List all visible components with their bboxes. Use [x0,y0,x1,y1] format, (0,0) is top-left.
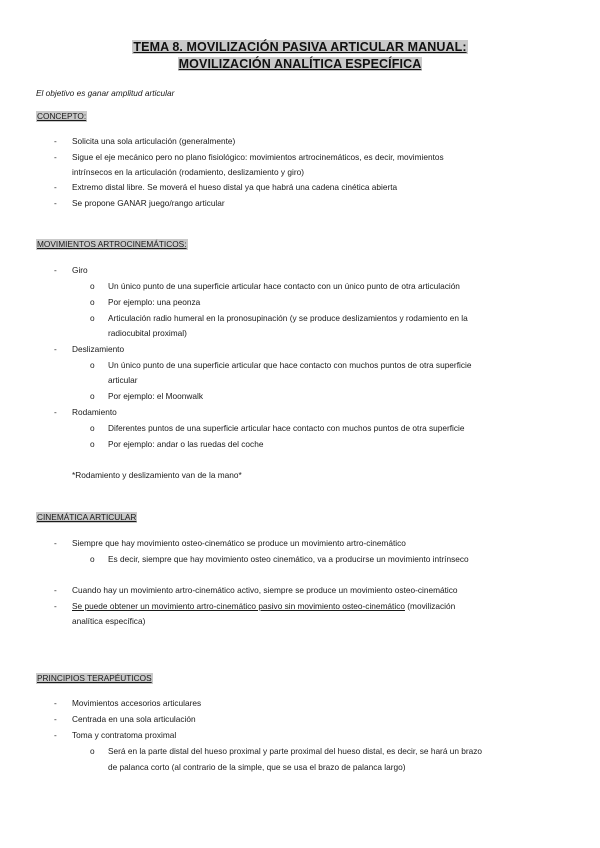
bullet-dash: - [54,730,57,740]
bullet-circle: o [90,391,95,401]
section-heading-cinematica: CINEMÁTICA ARTICULAR [37,512,137,522]
list-item: Solicita una sola articulación (generalmente) [72,136,236,146]
sub-item: Por ejemplo: el Moonwalk [108,391,203,401]
sub-item: Por ejemplo: andar o las ruedas del coche [108,439,264,449]
section-heading-movimientos: MOVIMIENTOS ARTROCINEMÁTICOS: [37,239,187,249]
bullet-circle: o [90,360,95,370]
list-item [72,601,455,612]
bullet-dash: - [54,182,57,192]
bullet-dash: - [54,698,57,708]
sub-item-continuation: articular [108,375,138,385]
sub-item-continuation: de palanca corto (al contrario de la simple, que se usa el brazo de palanca largo) [108,762,406,772]
bullet-dash: - [54,136,57,146]
sub-item: Articulación radio humeral en la pronosupinación (y se produce deslizamientos y rodamiento en la [108,313,468,323]
list-item: Centrada en una sola articulación [72,714,196,724]
bullet-circle: o [90,746,95,756]
underlined-text: Se puede obtener un movimiento artro-cinemático pasivo sin movimiento osteo-cinemático [72,601,405,611]
bullet-dash: - [54,152,57,162]
sub-item: Por ejemplo: una peonza [108,297,201,307]
bullet-circle: o [90,281,95,291]
bullet-dash: - [54,714,57,724]
list-item: Toma y contratoma proximal [72,730,177,740]
bullet-dash: - [54,585,57,595]
list-item: Siempre que hay movimiento osteo-cinemático se produce un movimiento artro-cinemático [72,538,406,548]
bullet-dash: - [54,344,57,354]
sub-item-continuation: radiocubital proximal) [108,328,187,338]
bullet-dash: - [54,265,57,275]
list-item-continuation: intrínsecos en la articulación (rodamiento, deslizamiento y giro) [72,167,304,177]
bullet-circle: o [90,313,95,323]
bullet-circle: o [90,297,95,307]
sub-item: Diferentes puntos de una superficie articular hace contacto con muchos puntos de otra superficie [108,423,465,433]
document-title-line1: TEMA 8. MOVILIZACIÓN PASIVA ARTICULAR MANUAL: [133,40,467,54]
list-item-text: (movilización [404,601,456,611]
list-item-continuation: analítica específica) [72,616,146,626]
list-item-giro: Giro [72,265,88,275]
sub-item: Será en la parte distal del hueso proximal y parte proximal del hueso distal, es decir, se hará un brazo [108,746,483,756]
list-item: Movimientos accesorios articulares [72,698,202,708]
intro-text: El objetivo es ganar amplitud articular [36,88,175,98]
document-title-line2: MOVILIZACIÓN ANALÍTICA ESPECÍFICA [178,57,422,71]
list-item: Se propone GANAR juego/rango articular [72,198,225,208]
note-text: *Rodamiento y deslizamiento van de la mano* [72,470,242,480]
list-item-deslizamiento: Deslizamiento [72,344,125,354]
list-item: Sigue el eje mecánico pero no plano fisiológico: movimientos artrocinemáticos, es decir, movimientos [72,152,444,162]
bullet-dash: - [54,538,57,548]
list-item: Cuando hay un movimiento artro-cinemático activo, siempre se produce un movimiento osteo-cinemático [72,585,458,595]
section-heading-principios: PRINCIPIOS TERAPÉUTICOS [37,673,152,683]
bullet-circle: o [90,439,95,449]
bullet-dash: - [54,601,57,611]
bullet-dash: - [54,198,57,208]
list-item-rodamiento: Rodamiento [72,407,117,417]
bullet-dash: - [54,407,57,417]
list-item: Extremo distal libre. Se moverá el hueso distal ya que habrá una cadena cinética abierta [72,182,398,192]
bullet-circle: o [90,423,95,433]
sub-item: Es decir, siempre que hay movimiento osteo cinemático, va a producirse un movimiento intrínseco [108,554,469,564]
sub-item: Un único punto de una superficie articular hace contacto con un único punto de otra articulación [108,281,460,291]
section-heading-concepto: CONCEPTO: [37,111,87,121]
bullet-circle: o [90,554,95,564]
sub-item: Un único punto de una superficie articular que hace contacto con muchos puntos de otra superficie [108,360,472,370]
